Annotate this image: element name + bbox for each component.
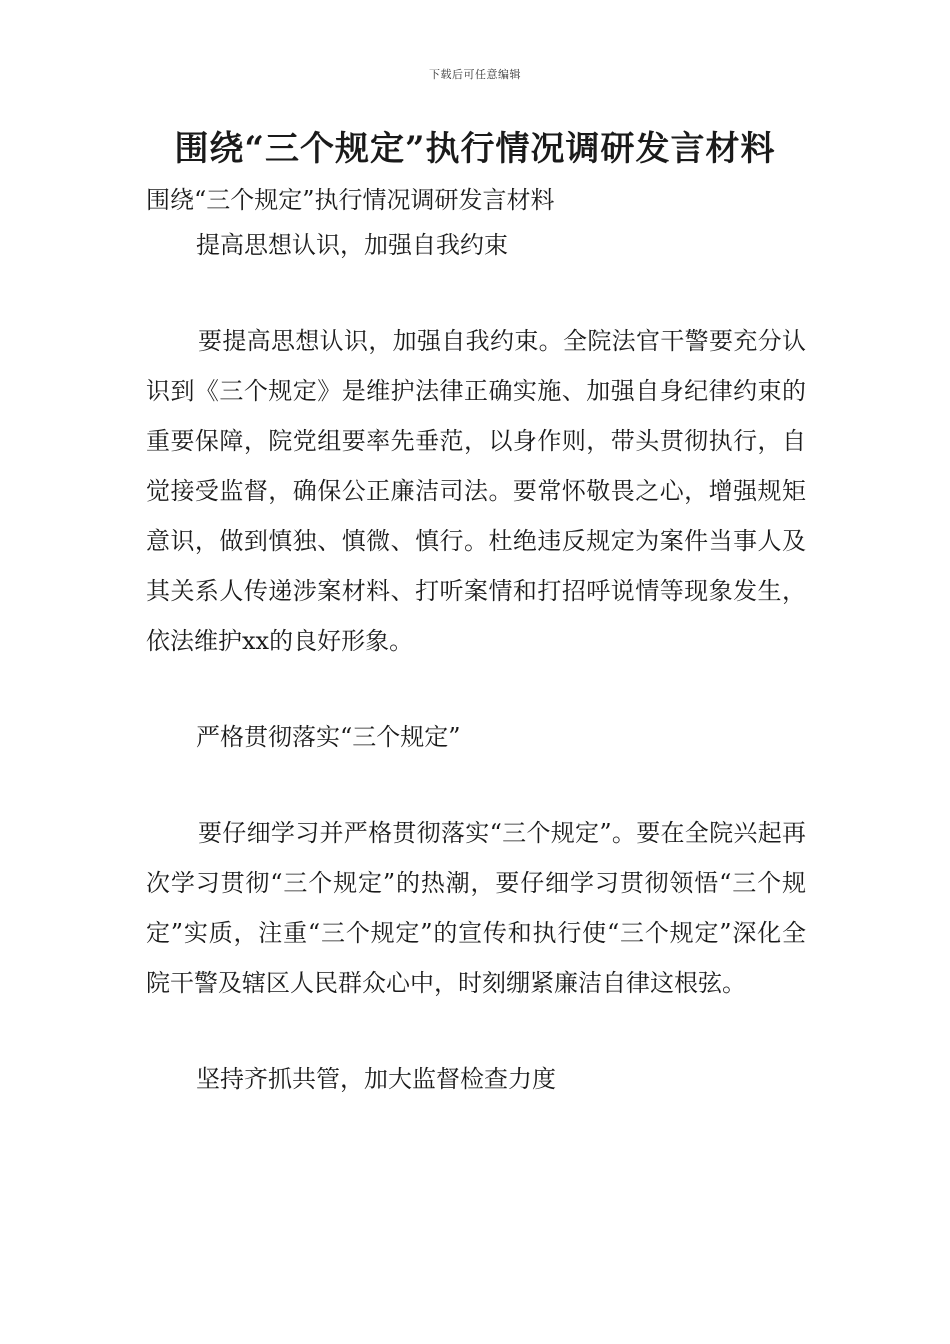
section-paragraph-1: 要提高思想认识，加强自我约束。全院法官干警要充分认识到《三个规定》是维护法律正确实施、加强自身纪律约束的重要保障，院党组要率先垂范，以身作则，带头贯彻执行，自觉接受监督，确保公正廉洁司法。要常怀敬畏之心，增强规矩意识，做到慎独、慎微、慎行。杜绝违反规定为案件当事人及其关系人传递涉案材料、打听案情和打招呼说情等现象发生，依法维护xx的良好形象。 bbox=[146, 327, 806, 655]
section-paragraph-2: 要仔细学习并严格贯彻落实“三个规定”。要在全院兴起再次学习贯彻“三个规定”的热潮，要仔细学习贯彻领悟“三个规定”实质，注重“三个规定”的宣传和执行使“三个规定”深化全院干警及辖区人民群众心中，时刻绷紧廉洁自律这根弦。 bbox=[146, 819, 806, 997]
spacer bbox=[146, 666, 806, 712]
document-title: 围绕“三个规定”执行情况调研发言材料 bbox=[174, 129, 776, 169]
spacer bbox=[146, 270, 806, 316]
document-body bbox=[146, 180, 806, 1104]
section-heading-2: 严格贯彻落实“三个规定” bbox=[196, 723, 461, 751]
section-heading-3: 坚持齐抓共管，加大监督检查力度 bbox=[196, 1065, 556, 1093]
spacer bbox=[146, 762, 806, 808]
spacer bbox=[146, 1008, 806, 1054]
header-note: 下载后可任意编辑 bbox=[429, 68, 521, 81]
section-heading-1: 提高思想认识，加强自我约束 bbox=[196, 231, 508, 259]
document-subtitle: 围绕“三个规定”执行情况调研发言材料 bbox=[146, 186, 555, 214]
